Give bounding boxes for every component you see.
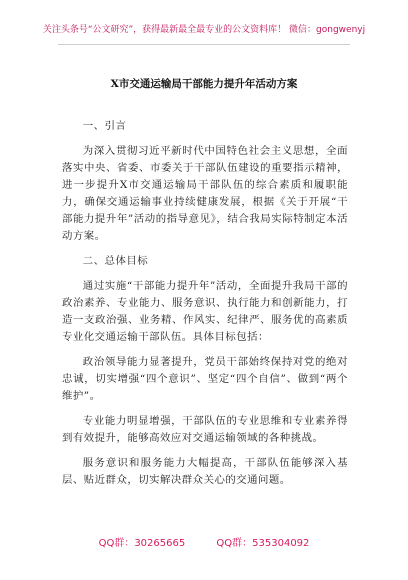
goals-paragraph: 通过实施“干部能力提升年”活动，全面提升我局干部的政治素养、专业能力、服务意识、执行能力和创新能力，打造一支政治强、业务精、作风实、纪律严、服务优的高素质专业化交通运输干部队伍。具体目标包括：: [62, 280, 348, 343]
goal-service: 服务意识和服务能力大幅提高，干部队伍能够深入基层、贴近群众，切实解决群众关心的交通问题。: [62, 457, 348, 486]
header-divider: [58, 44, 350, 45]
goal-professional: 专业能力明显增强，干部队伍的专业思维和专业素养得到有效提升，能够高效应对交通运输领域的各种挑战。: [62, 415, 348, 444]
document-body: [62, 118, 348, 497]
goal-political: 政治领导能力显著提升，党员干部始终保持对党的绝对忠诚，切实增强“四个意识”、坚定“四个自信”、做到“两个维护”。: [62, 356, 348, 402]
qq-group-1: QQ群：30265665: [98, 538, 186, 549]
document-title: X市交通运输局干部能力提升年活动方案: [110, 78, 298, 90]
page-footer: [0, 534, 408, 549]
intro-paragraph: 为深入贯彻习近平新时代中国特色社会主义思想，全面落实中央、省委、市委关于干部队伍建设的重要指示精神，进一步提升X市交通运输局干部队伍的综合素质和履职能力，确保交通运输事业持续健康发展，根据《关于开展“干部能力提升年”活动的指导意见》，结合我局实际特制定本活动方案。: [62, 145, 348, 242]
promo-banner: 关注头条号“公文研究”，获得最新最全最专业的公文资料库！ 微信：gongwenyj: [42, 25, 366, 35]
section-heading-intro: 一、引言: [82, 120, 127, 132]
qq-group-2: QQ群：535304092: [216, 538, 310, 549]
section-heading-goals: 二、总体目标: [82, 255, 149, 267]
